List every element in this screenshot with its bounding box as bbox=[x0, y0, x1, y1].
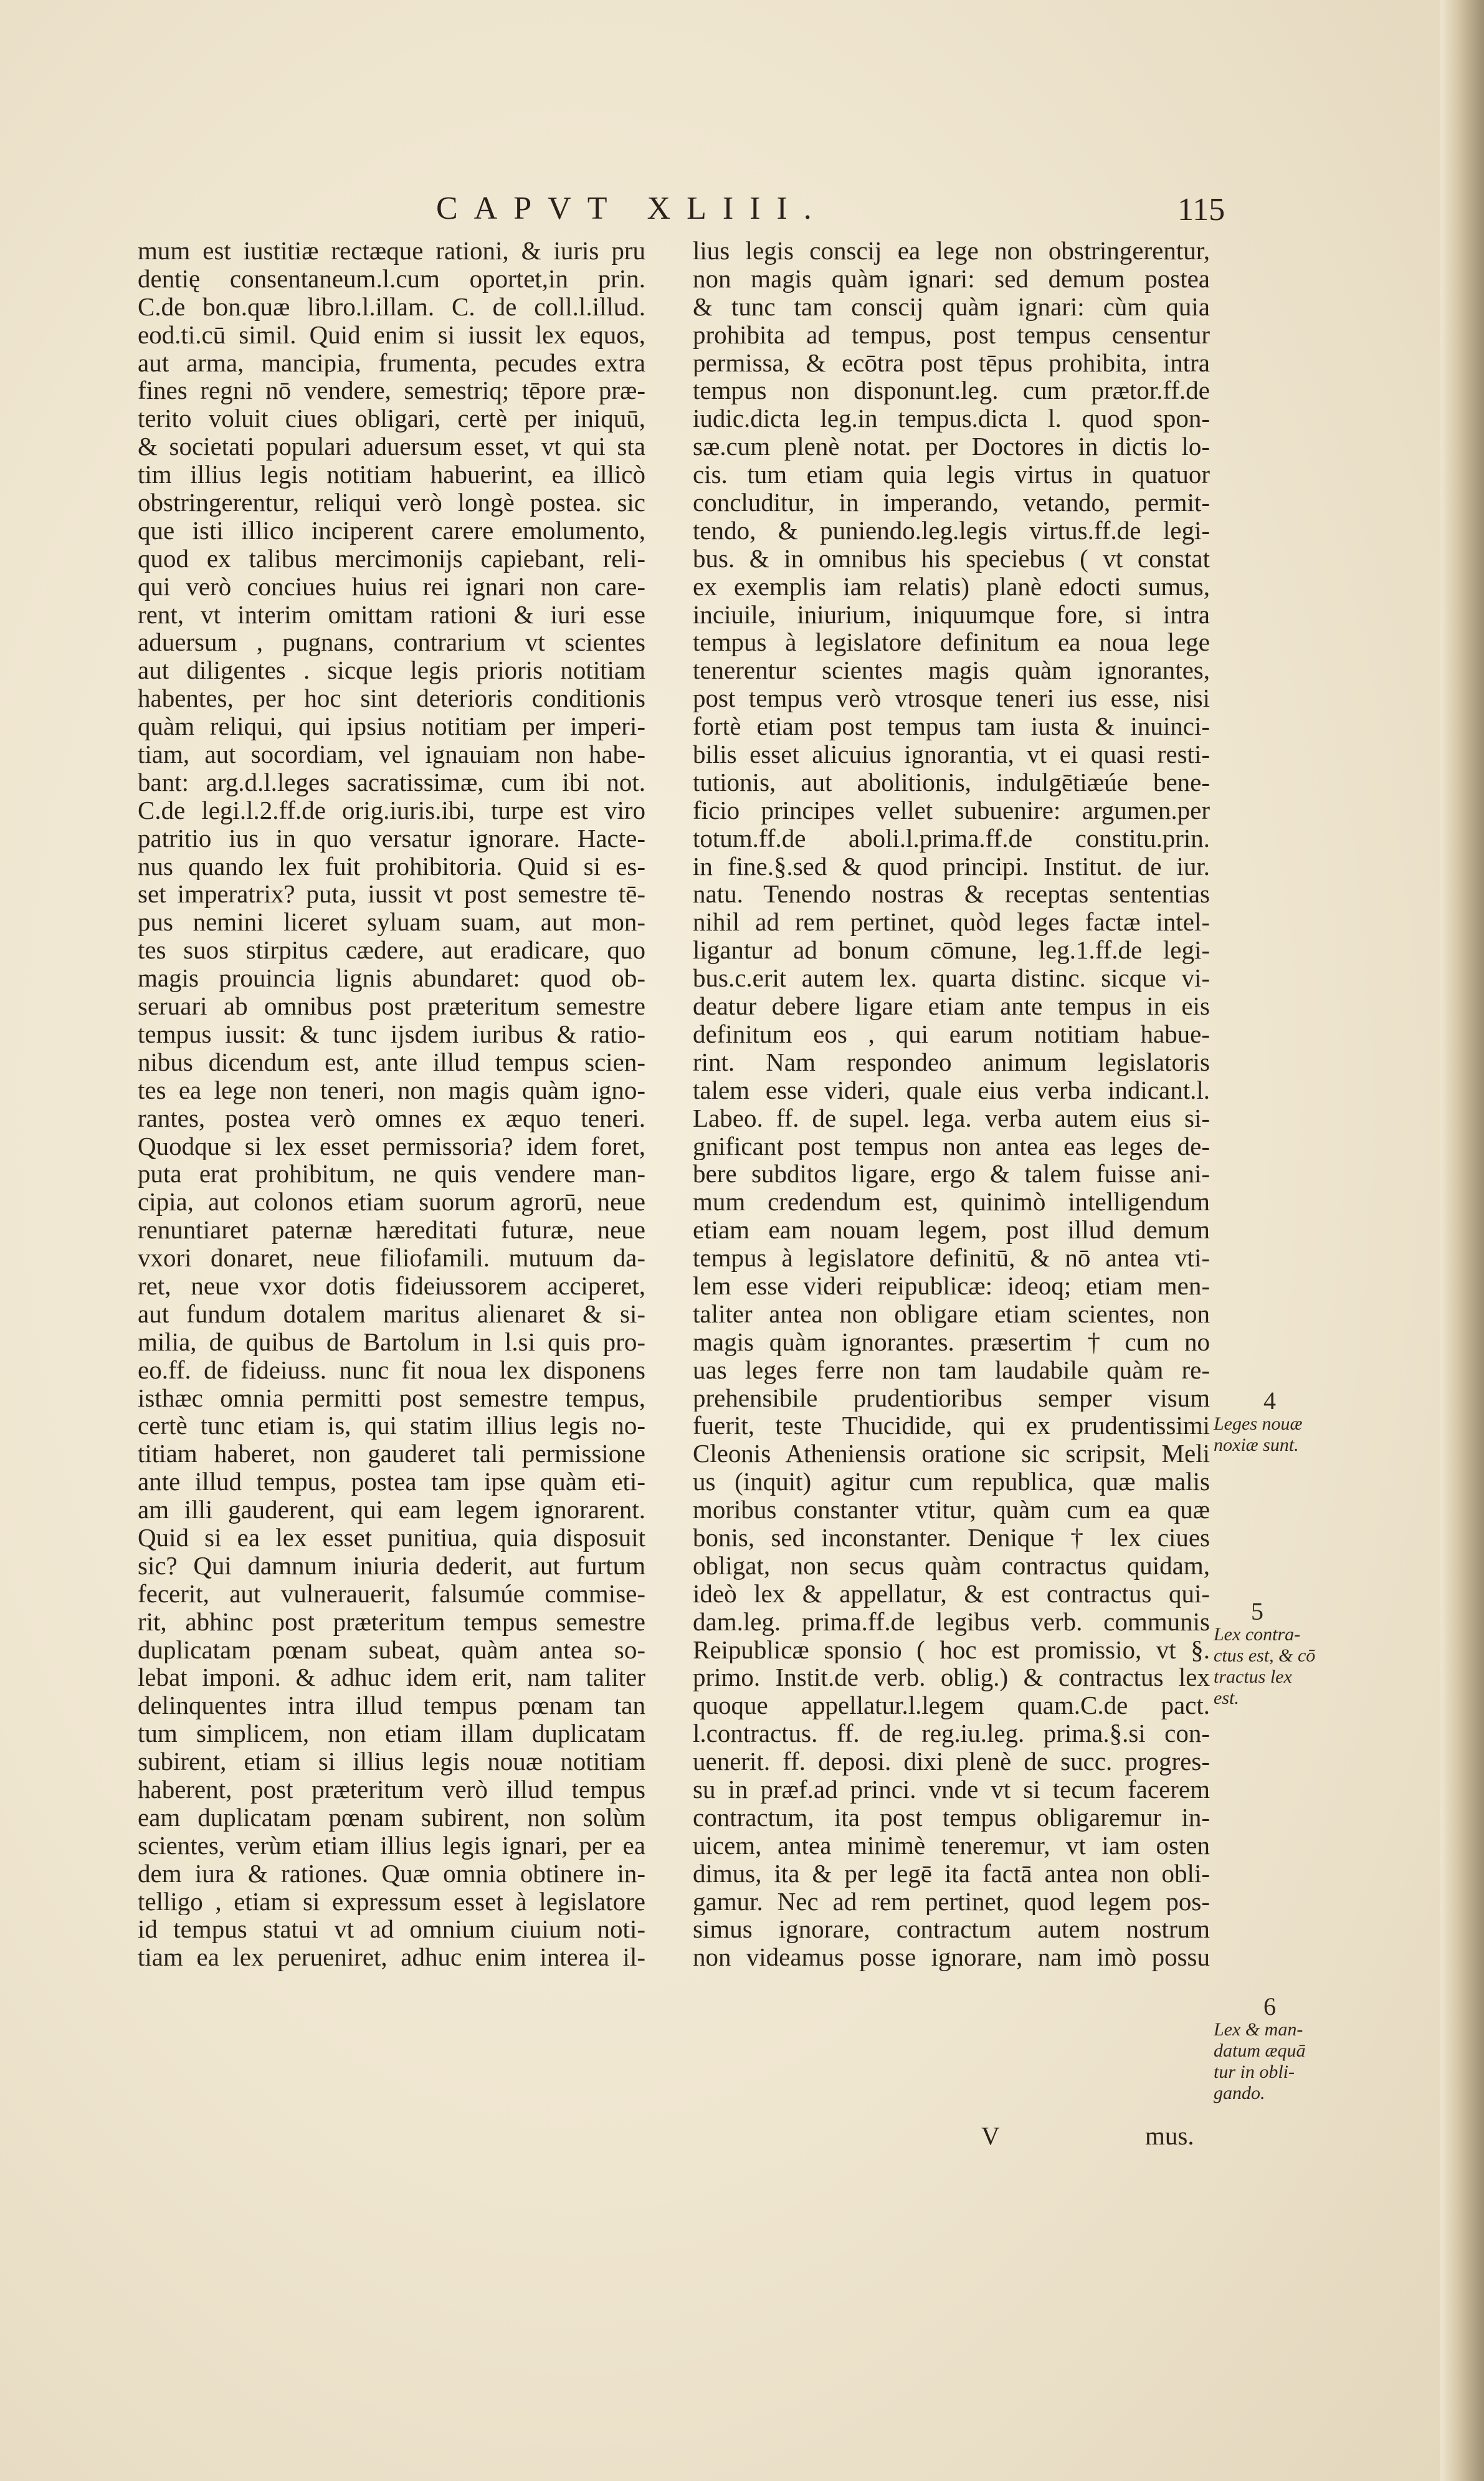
text-line: set imperatrix? puta, iussit vt post semestre tē- bbox=[138, 880, 645, 909]
margin-note-line: Lex contra- bbox=[1214, 1624, 1301, 1645]
text-line: patritio ius in quo versatur ignorare. Hacte- bbox=[138, 824, 645, 853]
left-text-column bbox=[138, 237, 645, 1971]
margin-note-line: gando. bbox=[1214, 2083, 1265, 2103]
text-line: pus nemini liceret syluam suam, aut mon- bbox=[138, 908, 645, 937]
text-line: vxori donaret, neue filiofamili. mutuum da- bbox=[138, 1244, 645, 1272]
margin-note-line: Lex & man- bbox=[1214, 2019, 1303, 2040]
text-line: totum.ff.de aboli.l.prima.ff.de constitu.prin. bbox=[693, 824, 1210, 853]
text-line: delinquentes intra illud tempus pœnam tan bbox=[138, 1691, 645, 1720]
text-line: ante illud tempus, postea tam ipse quàm eti- bbox=[138, 1468, 645, 1496]
text-line: bilis esset alicuius ignorantia, vt ei quasi resti- bbox=[693, 740, 1210, 768]
text-line: telligo , etiam si expressum esset à legislatore bbox=[138, 1887, 645, 1916]
text-line: rantes, postea verò omnes ex æquo teneri. bbox=[138, 1104, 645, 1132]
text-line: tenerentur scientes magis quàm ignorantes, bbox=[693, 656, 1210, 685]
text-line: fortè etiam post tempus tam iusta & inuinci- bbox=[693, 712, 1210, 741]
text-line: deatur debere ligare etiam ante tempus in eis bbox=[693, 992, 1210, 1020]
text-line: tiam ea lex perueniret, adhuc enim interea il- bbox=[138, 1943, 645, 1972]
text-line: habentes, per hoc sint deterioris conditionis bbox=[138, 684, 645, 713]
margin-note-line: ctus est, & cō bbox=[1214, 1645, 1316, 1666]
text-line: ex exemplis iam relatis) planè edocti sumus, bbox=[693, 572, 1210, 601]
text-line: dem iura & rationes. Quæ omnia obtinere in- bbox=[138, 1859, 645, 1888]
text-line: titiam haberet, non gauderet tali permissione bbox=[138, 1440, 645, 1468]
text-line: aut diligentes . sicque legis prioris notitiam bbox=[138, 656, 645, 685]
text-line: eam duplicatam pœnam subirent, non solùm bbox=[138, 1803, 645, 1832]
text-line: uenerit. ff. deposi. dixi plenè de succ. progres- bbox=[693, 1747, 1210, 1776]
text-line: Cleonis Atheniensis oratione sic scripsit, Meli bbox=[693, 1440, 1210, 1468]
text-line: l.contractus. ff. de reg.iu.leg. prima.§.si con- bbox=[693, 1719, 1210, 1748]
text-line: bant: arg.d.l.leges sacratissimæ, cum ibi not. bbox=[138, 768, 645, 796]
text-line: ligantur ad bonum cōmune, leg.1.ff.de legi- bbox=[693, 936, 1210, 965]
chapter-title: CAPVT XLIII. bbox=[436, 191, 828, 226]
text-line: terito voluit ciues obligari, certè per iniquū, bbox=[138, 404, 645, 433]
text-line: quoque appellatur.l.legem quam.C.de pact. bbox=[693, 1691, 1210, 1720]
text-line: aut fundum dotalem maritus alienaret & si- bbox=[138, 1299, 645, 1328]
text-line: scientes, verùm etiam illius legis ignari, per ea bbox=[138, 1831, 645, 1860]
text-line: non magis quàm ignari: sed demum postea bbox=[693, 264, 1210, 293]
text-line: eo.ff. de fideiuss. nunc fit noua lex disponens bbox=[138, 1355, 645, 1384]
text-line: ideò lex & appellatur, & est contractus qui- bbox=[693, 1579, 1210, 1608]
text-line: prohibita ad tempus, post tempus censentur bbox=[693, 320, 1210, 349]
text-line: Quid si ea lex esset punitiua, quia disposuit bbox=[138, 1523, 645, 1552]
text-line: tes suos stirpitus cædere, aut eradicare, quo bbox=[138, 936, 645, 965]
text-line: bus.c.erit autem lex. quarta distinc. sicque vi- bbox=[693, 964, 1210, 993]
text-line: gamur. Nec ad rem pertinet, quod legem pos- bbox=[693, 1887, 1210, 1916]
margin-note-6 bbox=[1214, 1994, 1338, 2104]
text-line: dam.leg. prima.ff.de legibus verb. communis bbox=[693, 1607, 1210, 1636]
text-line: obstringerentur, reliqui verò longè postea. sic bbox=[138, 489, 645, 517]
text-line: contractum, ita post tempus obligaremur in- bbox=[693, 1803, 1210, 1832]
text-line: prehensibile prudentioribus semper visum bbox=[693, 1384, 1210, 1412]
text-line: permissa, & ecōtra post tēpus prohibita, intra bbox=[693, 348, 1210, 377]
margin-note-4 bbox=[1214, 1389, 1338, 1456]
text-line: qui verò conciues huius rei ignari non care- bbox=[138, 572, 645, 601]
text-line: tempus à legislatore definitū, & nō antea vti- bbox=[693, 1244, 1210, 1272]
text-line: ficio principes vellet subuenire: argumen.per bbox=[693, 796, 1210, 825]
text-line: uicem, antea minimè teneremur, vt iam osten bbox=[693, 1831, 1210, 1860]
text-line: cis. tum etiam quia legis virtus in quatuor bbox=[693, 461, 1210, 489]
text-line: obligat, non secus quàm contractus quidam, bbox=[693, 1551, 1210, 1580]
text-line: uas leges ferre non tam laudabile quàm re- bbox=[693, 1355, 1210, 1384]
text-line: que isti illico inciperent carere emolumento, bbox=[138, 516, 645, 545]
text-line: fecerit, aut vulnerauerit, falsumúe commise- bbox=[138, 1579, 645, 1608]
text-line: isthæc omnia permitti post semestre tempus, bbox=[138, 1384, 645, 1412]
text-line: nihil ad rem pertinet, quòd leges factæ intel- bbox=[693, 908, 1210, 937]
margin-note-line: tractus lex bbox=[1214, 1666, 1292, 1687]
text-line: us (inquit) agitur cum republica, quæ malis bbox=[693, 1468, 1210, 1496]
text-line: haberent, post præteritum verò illud tempus bbox=[138, 1775, 645, 1804]
text-line: Labeo. ff. de supel. lega. verba autem eius si- bbox=[693, 1104, 1210, 1132]
text-line: magis quàm ignorantes. præsertim † cum no bbox=[693, 1327, 1210, 1356]
text-line: tempus non disponunt.leg. cum prætor.ff.de bbox=[693, 376, 1210, 405]
text-line: post tempus verò vtrosque teneri ius esse, nisi bbox=[693, 684, 1210, 713]
margin-note-line: datum æquā bbox=[1214, 2040, 1306, 2061]
text-line: mum credendum est, quinimò intelligendum bbox=[693, 1188, 1210, 1217]
margin-note-line: Leges nouæ bbox=[1214, 1413, 1303, 1434]
text-line: gnificant post tempus non antea eas leges de- bbox=[693, 1132, 1210, 1160]
text-line: puta erat prohibitum, ne quis vendere man- bbox=[138, 1160, 645, 1188]
text-line: taliter antea non obligare etiam scientes, non bbox=[693, 1299, 1210, 1328]
text-line: renuntiaret paternæ hæreditati futuræ, neue bbox=[138, 1216, 645, 1245]
text-line: certè tunc etiam is, qui statim illius legis no- bbox=[138, 1412, 645, 1440]
margin-note-line: tur in obli- bbox=[1214, 2062, 1295, 2082]
text-line: tiam, aut socordiam, vel ignauiam non habe- bbox=[138, 740, 645, 768]
text-line: tim illius legis notitiam habuerint, ea illicò bbox=[138, 461, 645, 489]
text-line: duplicatam pœnam subeat, quàm antea so- bbox=[138, 1635, 645, 1664]
text-line: talem esse videri, quale eius verba indicant.l. bbox=[693, 1076, 1210, 1104]
text-line: Quodque si lex esset permissoria? idem foret, bbox=[138, 1132, 645, 1160]
signature-mark: V bbox=[981, 2121, 1000, 2150]
text-line: C.de legi.l.2.ff.de orig.iuris.ibi, turpe est viro bbox=[138, 796, 645, 825]
text-line: tutionis, aut abolitionis, indulgētiæúe bene- bbox=[693, 768, 1210, 796]
text-line: sic? Qui damnum iniuria dederit, aut furtum bbox=[138, 1551, 645, 1580]
text-line: subirent, etiam si illius legis nouæ notitiam bbox=[138, 1747, 645, 1776]
text-line: tendo, & puniendo.leg.legis virtus.ff.de legi- bbox=[693, 516, 1210, 545]
text-line: lem esse videri reipublicæ: ideoq; etiam men- bbox=[693, 1271, 1210, 1300]
text-line: rent, vt interim omittam rationi & iuri esse bbox=[138, 600, 645, 629]
text-line: tum simplicem, non etiam illam duplicatam bbox=[138, 1719, 645, 1748]
text-line: magis prouincia lignis abundaret: quod ob- bbox=[138, 964, 645, 993]
text-line: moribus constanter vtitur, quàm cum ea quæ bbox=[693, 1496, 1210, 1524]
text-line: ret, neue vxor dotis fideiussorem acciperet, bbox=[138, 1271, 645, 1300]
text-line: & tunc tam conscij quàm ignari: cùm quia bbox=[693, 292, 1210, 321]
text-line: mum est iustitiæ rectæque rationi, & iuris pru bbox=[138, 237, 645, 265]
margin-note-number: 4 bbox=[1263, 1387, 1276, 1415]
text-line: id tempus statui vt ad omnium ciuium noti- bbox=[138, 1915, 645, 1944]
text-line: milia, de quibus de Bartolum in l.si quis pro- bbox=[138, 1327, 645, 1356]
margin-note-line: noxiæ sunt. bbox=[1214, 1435, 1299, 1455]
text-line: inciuile, iniurium, iniquumque fore, si intra bbox=[693, 600, 1210, 629]
text-line: quàm reliqui, qui ipsius notitiam per imperi- bbox=[138, 712, 645, 741]
text-line: dimus, ita & per legē ita factā antea non obli- bbox=[693, 1859, 1210, 1888]
margin-note-5 bbox=[1214, 1599, 1338, 1709]
text-line: rint. Nam respondeo animum legislatoris bbox=[693, 1048, 1210, 1076]
text-line: am illi gauderent, qui eam legem ignorarent. bbox=[138, 1496, 645, 1524]
page-number: 115 bbox=[1177, 192, 1225, 227]
text-line: definitum eos , qui earum notitiam habue- bbox=[693, 1020, 1210, 1048]
text-line: in fine.§.sed & quod principi. Institut. de iur. bbox=[693, 852, 1210, 881]
text-line: bere subditos ligare, ergo & talem fuisse ani- bbox=[693, 1160, 1210, 1188]
text-line: tempus à legislatore definitum ea noua lege bbox=[693, 628, 1210, 657]
text-line: nibus dicendum est, ante illud tempus scien- bbox=[138, 1048, 645, 1076]
catchword: mus. bbox=[1145, 2121, 1194, 2150]
text-line: cipia, aut colonos etiam suorum agrorū, neue bbox=[138, 1188, 645, 1217]
text-line: seruari ab omnibus post præteritum semestre bbox=[138, 992, 645, 1020]
text-line: iudic.dicta leg.in tempus.dicta l. quod spon- bbox=[693, 404, 1210, 433]
text-line: primo. Instit.de verb. oblig.) & contractus lex bbox=[693, 1663, 1210, 1692]
text-line: lius legis conscij ea lege non obstringerentur, bbox=[693, 237, 1210, 265]
margin-note-number: 5 bbox=[1251, 1597, 1263, 1625]
text-line: simus ignorare, contractum autem nostrum bbox=[693, 1915, 1210, 1944]
text-line: non videamus posse ignorare, nam imò possu bbox=[693, 1943, 1210, 1972]
text-line: natu. Tenendo nostras & receptas sententias bbox=[693, 880, 1210, 909]
text-line: rit, abhinc post præteritum tempus semestre bbox=[138, 1607, 645, 1636]
text-line: tempus iussit: & tunc ijsdem iuribus & ratio- bbox=[138, 1020, 645, 1048]
text-line: tes ea lege non teneri, non magis quàm igno- bbox=[138, 1076, 645, 1104]
text-line: & societati populari aduersum esset, vt qui sta bbox=[138, 433, 645, 461]
text-line: C.de bon.quæ libro.l.illam. C. de coll.l.illud. bbox=[138, 292, 645, 321]
text-line: Reipublicæ sponsio ( hoc est promissio, vt §. bbox=[693, 1635, 1210, 1664]
text-line: concluditur, in imperando, vetando, permit- bbox=[693, 489, 1210, 517]
margin-note-number: 6 bbox=[1263, 1992, 1276, 2020]
text-line: nus quando lex fuit prohibitoria. Quid si es- bbox=[138, 852, 645, 881]
text-line: fuerit, teste Thucidide, qui ex prudentissimi bbox=[693, 1412, 1210, 1440]
running-head bbox=[436, 190, 1225, 234]
text-line: sæ.cum plenè notat. per Doctores in dictis lo- bbox=[693, 433, 1210, 461]
text-line: quod ex talibus mercimonijs capiebant, reli- bbox=[138, 544, 645, 573]
text-line: fines regni nō vendere, semestriq; tēpore præ- bbox=[138, 376, 645, 405]
margin-note-line: est. bbox=[1214, 1688, 1239, 1708]
text-line: lebat imponi. & adhuc idem erit, nam taliter bbox=[138, 1663, 645, 1692]
text-line: etiam eam nouam legem, post illud demum bbox=[693, 1216, 1210, 1245]
text-line: bonis, sed inconstanter. Denique † lex ciues bbox=[693, 1523, 1210, 1552]
text-line: bus. & in omnibus his speciebus ( vt constat bbox=[693, 544, 1210, 573]
text-line: dentię consentaneum.l.cum oportet,in prin. bbox=[138, 264, 645, 293]
text-line: aut arma, mancipia, frumenta, pecudes extra bbox=[138, 348, 645, 377]
text-line: aduersum , pugnans, contrarium vt scientes bbox=[138, 628, 645, 657]
text-line: eod.ti.cū simil. Quid enim si iussit lex equos, bbox=[138, 320, 645, 349]
text-line: su in præf.ad princi. vnde vt si tecum facerem bbox=[693, 1775, 1210, 1804]
book-spine-edge bbox=[1440, 0, 1484, 2481]
right-text-column bbox=[693, 237, 1210, 1971]
